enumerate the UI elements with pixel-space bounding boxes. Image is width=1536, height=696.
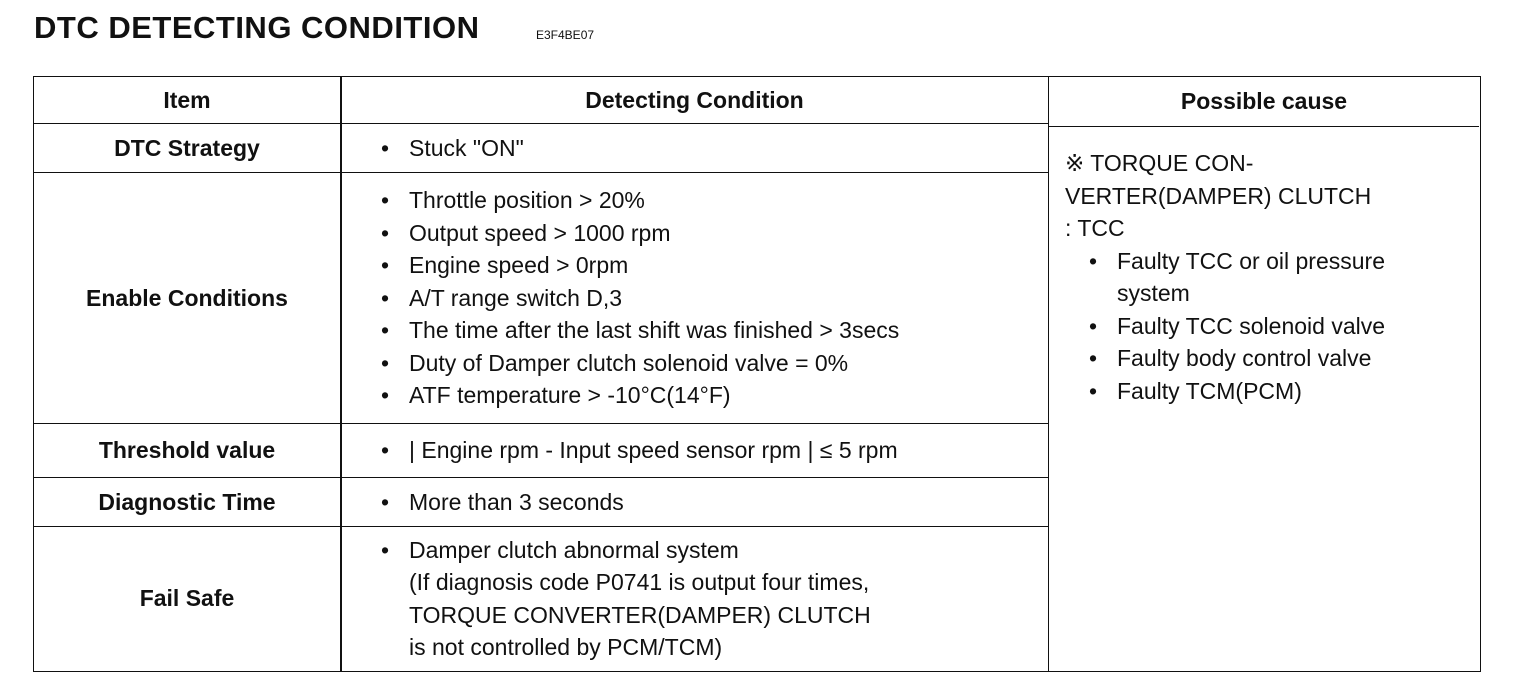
row-condition-threshold-value [341,424,1048,478]
row-item-label: DTC Strategy [114,134,260,161]
condition-item: • Throttle position > 20% [381,184,899,217]
page-title: DTC DETECTING CONDITION [34,10,480,45]
condition-item: • The time after the last shift was finished > 3secs [381,314,899,347]
header-detecting-condition-label: Detecting Condition [585,86,804,113]
header-item [34,77,340,124]
condition-item: • Stuck "ON" [381,132,524,165]
condition-item: • Damper clutch abnormal system [381,534,871,567]
row-item-threshold-value [34,424,340,478]
row-item-label: Diagnostic Time [98,488,276,515]
cause-item: • Faulty body control valve [1089,342,1429,375]
cause-heading-line: ※ TORQUE CON- [1065,150,1254,176]
cause-item: • Faulty TCM(PCM) [1089,375,1429,408]
detecting-condition-table [33,76,1050,672]
document-code: E3F4BE07 [536,28,595,42]
row-condition-fail-safe [341,527,1048,670]
fail-safe-note-line: TORQUE CONVERTER(DAMPER) CLUTCH [409,601,871,628]
cause-item: • Faulty TCC solenoid valve [1089,310,1429,343]
condition-item: • Output speed > 1000 rpm [381,217,899,250]
row-item-diagnostic-time [34,478,340,527]
row-item-label: Threshold value [98,437,276,463]
cause-heading-line: VERTER(DAMPER) CLUTCH [1065,182,1372,209]
condition-item: • ATF temperature > -10°C(14°F) [381,379,899,412]
condition-item: • Duty of Damper clutch solenoid valve = 0% [381,347,899,380]
fail-safe-note-line: is not controlled by PCM/TCM) [409,634,723,660]
fail-safe-note-line: (If diagnosis code P0741 is output four times, [409,569,870,595]
row-item-fail-safe [34,527,340,670]
row-condition-dtc-strategy [341,124,1048,173]
condition-item: • | Engine rpm - Input speed sensor rpm | ≤ 5 rpm [381,434,898,467]
cause-heading-line: : TCC [1065,215,1125,241]
condition-item: • A/T range switch D,3 [381,282,899,315]
row-condition-diagnostic-time [341,478,1048,527]
possible-cause-body [1049,127,1479,670]
row-item-label: Enable Conditions [86,284,288,311]
condition-item: • More than 3 seconds [381,486,624,519]
row-item-label: Fail Safe [139,585,235,611]
row-item-enable-conditions [34,173,340,424]
header-possible-cause-label: Possible cause [1180,88,1348,114]
cause-item: • Faulty TCC or oil pressure system [1089,245,1429,310]
row-item-dtc-strategy [34,124,340,173]
header-possible-cause [1049,77,1479,127]
header-item-label: Item [163,86,211,113]
header-detecting-condition [341,77,1048,124]
possible-cause-table [1048,76,1481,672]
row-condition-enable-conditions [341,173,1048,424]
condition-item: • Engine speed > 0rpm [381,249,899,282]
